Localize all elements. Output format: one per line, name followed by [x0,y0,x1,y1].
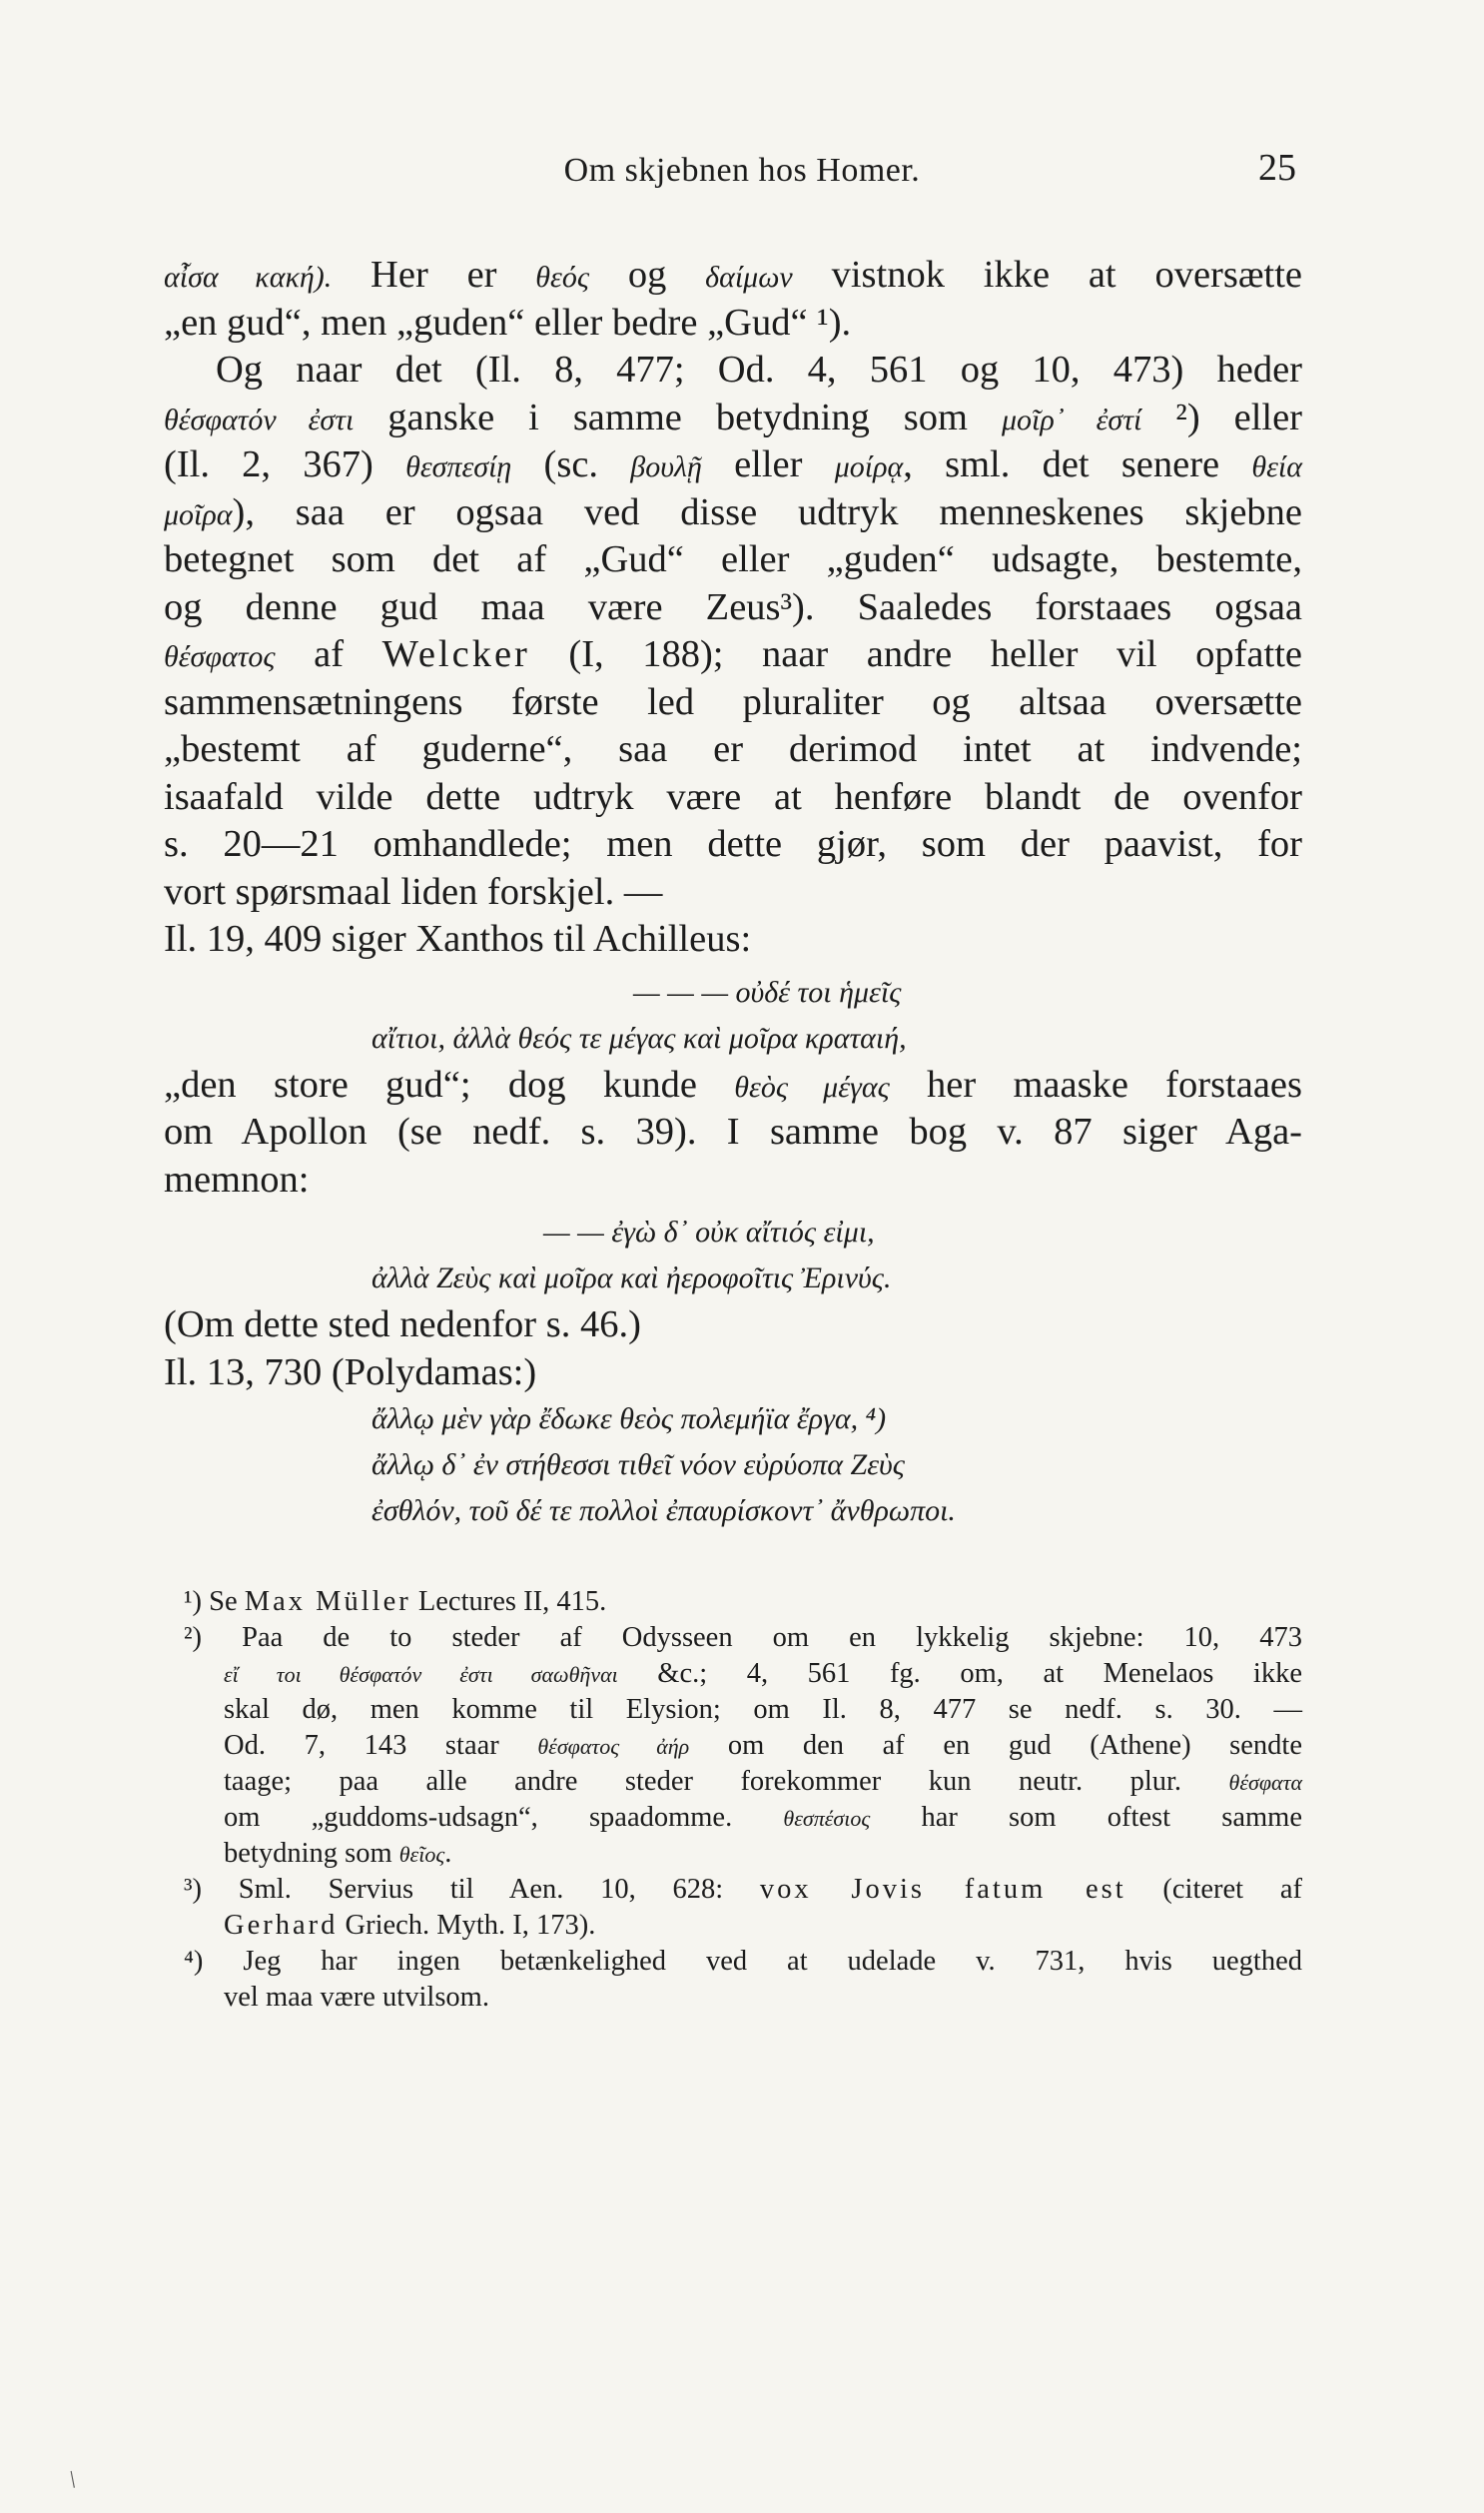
footnote-4: ⁴) Jeg har ingen betænkelighed ved at udelade v. 731, hvis uegthed [184,1946,1302,1977]
footnote-line: betydning som θεῖος. [224,1838,452,1869]
footnotes [164,1534,1302,2016]
running-header: Om skjebnen hos Homer. [563,152,921,189]
footnote-line: taage; paa alle andre steder forekommer kun neutr. plur. θέσφατα [224,1766,1302,1797]
footnote-2: ²) Paa de to steder af Odysseen om en lykkelig skjebne: 10, 473 [184,1622,1302,1653]
text-line: isaafald vilde dette udtryk være at henføre blandt de ovenfor [164,775,1302,818]
text-line: „bestemt af guderne“, saa er derimod intet at indvende; [164,728,1302,770]
text-line: sammensætningens første led pluraliter og altsaa oversætte [164,680,1302,723]
text-line: (Il. 2, 367) θεσπεσίῃ (sc. βουλῇ eller μοίρᾳ, sml. det senere θεία [164,443,1302,485]
text-line: αἶσα κακή). Her er θεός og δαίμων vistnok ikke at oversætte [164,254,1302,296]
text-line: betegnet som det af „Gud“ eller „guden“ udsagte, bestemte, [164,538,1302,580]
verse-line: ἄλλῳ δ᾽ ἐν στήθεσσι τιθεῖ νόον εὐρύοπα Ζεὺς [371,1448,905,1481]
text-line: om Apollon (se nedf. s. 39). I samme bog v. 87 siger Aga- [164,1111,1302,1153]
verse-line: ἀλλὰ Ζεὺς καὶ μοῖρα καὶ ἠεροφοῖτις Ἐρινύς. [371,1261,892,1294]
verse-line: — — ἐγὼ δ᾽ οὐκ αἴτιός εἰμι, [543,1216,875,1249]
page-number: 25 [1258,147,1296,189]
text-line: μοῖρα), saa er ogsaa ved disse udtryk menneskenes skjebne [164,490,1302,533]
footnote-line: skal dø, men komme til Elysion; om Il. 8, 477 se nedf. s. 30. — [224,1694,1302,1725]
footnote-line: Od. 7, 143 staar θέσφατος ἀήρ om den af en gud (Athene) sendte [224,1730,1302,1761]
text-line: og denne gud maa være Zeus³). Saaledes forstaaes ogsaa [164,585,1302,628]
greek-quote [164,1204,1302,1301]
main-text [164,252,1302,2016]
stray-pencil-mark: / [63,2467,83,2493]
footnote-line: om „guddoms-udsagn“, spaadomme. θεσπέσιος har som oftest samme [224,1802,1302,1833]
footnote-1: ¹) Se Max Müller Lectures II, 415. [184,1586,607,1617]
footnote-line: Gerhard Griech. Myth. I, 173). [224,1910,596,1941]
text-line: θέσφατόν ἐστι ganske i samme betydning som μοῖρ᾽ ἐστί ²) eller [164,396,1302,438]
verse-line: ἄλλῳ μὲν γὰρ ἔδωκε θεὸς πολεμήϊα ἔργα, ⁴) [371,1402,887,1435]
text-line: θέσφατος af Welcker (I, 188); naar andre heller vil opfatte [164,633,1302,675]
text-line: memnon: [164,1158,310,1201]
greek-quote [164,1396,1302,1534]
footnote-3: ³) Sml. Servius til Aen. 10, 628: vox Jovis fatum est (citeret af [184,1874,1302,1905]
footnote-line: εἴ τοι θέσφατόν ἐστι σαωθῆναι &c.; 4, 561 fg. om, at Menelaos ikke [224,1658,1302,1689]
text-line: „en gud“, men „guden“ eller bedre „Gud“ ¹). [164,301,852,344]
text-line: Og naar det (Il. 8, 477; Od. 4, 561 og 10, 473) heder [216,349,1302,391]
text-line: Il. 19, 409 siger Xanthos til Achilleus: [164,918,752,960]
text-line: vort spørsmaal liden forskjel. — [164,870,663,913]
text-line: „den store gud“; dog kunde θεὸς μέγας her maaske forstaaes [164,1063,1303,1106]
text-line: s. 20—21 omhandlede; men dette gjør, som der paavist, for [164,823,1302,865]
verse-line: — — — οὐδέ τοι ἡμεῖς [633,975,902,1009]
footnote-line: vel maa være utvilsom. [224,1982,489,2013]
text-line: (Om dette sted nedenfor s. 46.) [164,1303,641,1345]
greek-quote [164,964,1302,1062]
text-line: Il. 13, 730 (Polydamas:) [164,1350,537,1393]
verse-line: ἐσθλόν, τοῦ δέ τε πολλοὶ ἐπαυρίσκοντ᾽ ἄνθρωποι. [371,1494,956,1527]
verse-line: αἴτιοι, ἀλλὰ θεός τε μέγας καὶ μοῖρα κραταιή, [371,1021,907,1055]
